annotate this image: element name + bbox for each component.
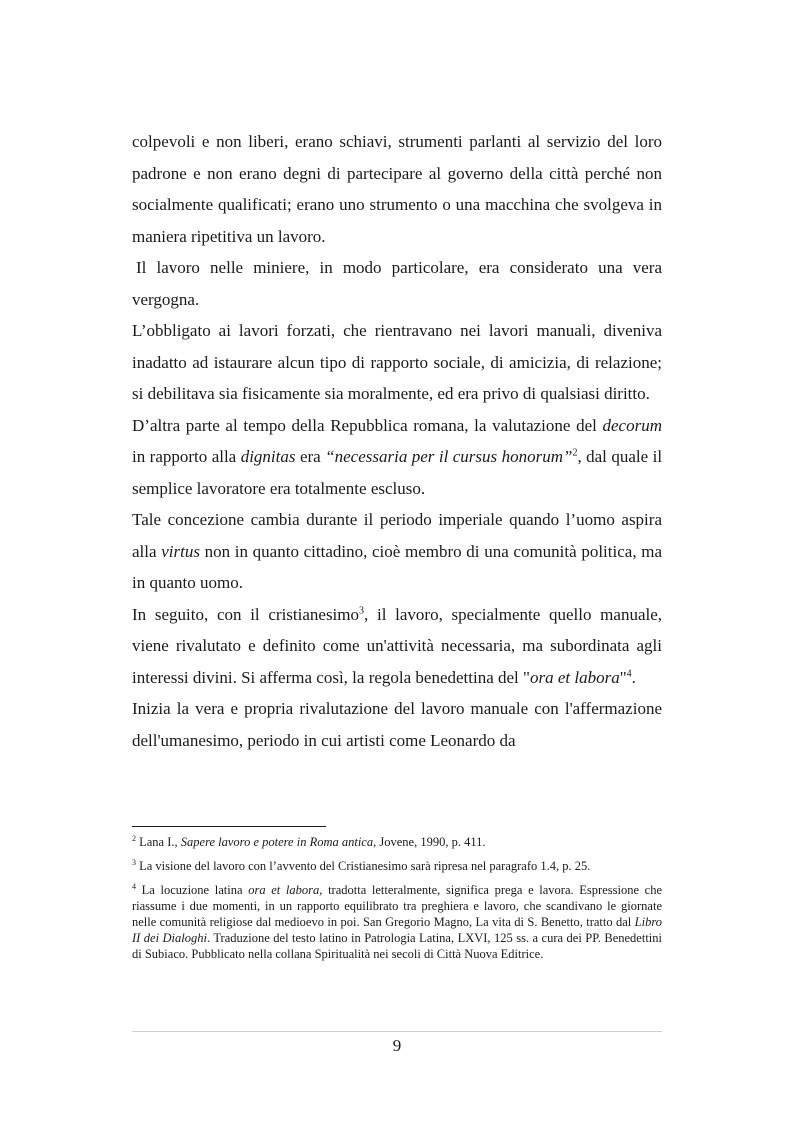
paragraph-humanism: Inizia la vera e propria rivalutazione del lavoro manuale con l'affermazione dell'umanesimo, periodo in cui artisti come Leonardo da xyxy=(132,699,662,750)
text-segment: La visione del lavoro con l’avvento del Cristianesimo sarà ripresa nel paragrafo 1.4, p. 25. xyxy=(139,859,591,873)
term-dignitas: dignitas xyxy=(240,447,296,466)
footnote-separator xyxy=(132,826,326,827)
footnote-phrase: ora et labora xyxy=(248,883,320,897)
term-ora-et-labora: ora et labora xyxy=(529,667,620,687)
footnote-4 xyxy=(132,882,662,962)
term-virtus: virtus xyxy=(161,541,200,561)
quote-cursus-honorum: “necessaria per il cursus honorum” xyxy=(325,447,573,466)
footnote-ref-3[interactable]: 3 xyxy=(359,604,365,616)
text-segment: " xyxy=(619,667,627,687)
text-segment: In seguito, con il cristianesimo xyxy=(132,604,360,624)
text-segment: La locuzione latina xyxy=(141,883,243,897)
text-segment: in rapporto alla xyxy=(132,447,237,466)
paragraph-imperial xyxy=(132,504,662,599)
footnote-number: 2 xyxy=(132,833,136,843)
paragraph-slaves: colpevoli e non liberi, erano schiavi, strumenti parlanti al servizio del loro padrone e non erano degni di partecipare al governo della città perché non socialmente qualificati; erano uno strumento o una macchina che svolgeva in maniera ripetitiva un lavoro. xyxy=(132,132,662,246)
text-segment: Lana I., xyxy=(139,835,178,849)
text-segment: non in quanto cittadino, cioè membro di una comunità politica, ma in quanto uomo. xyxy=(132,541,663,592)
text-segment: , tradotta letteralmente, significa prega e lavora. Espressione che riassume i due momenti, in un rapporto equilibrato tra preghiera e lavoro, che scandivano le giornate nelle comunità religiose dal medioevo in poi. San Gregorio Magno, La vita di S. Benetto, tratto dal xyxy=(132,883,663,929)
footer-rule xyxy=(132,1031,662,1032)
text-segment: . Traduzione del testo latino in Patrologia Latina, LXVI, 125 ss. a cura dei PP. Benedettini di Subiaco. Pubblicato nella collana Spiritualità nei secoli di Città Nuova Editrice. xyxy=(132,931,662,961)
paragraph-christianity xyxy=(132,599,662,694)
page-body xyxy=(132,126,662,756)
text-segment: Tale concezione cambia durante il periodo imperiale quando l’uomo aspira alla xyxy=(132,510,662,561)
paragraph-forced-labor: L’obbligato ai lavori forzati, che rientravano nei lavori manuali, diveniva inadatto ad istaurare alcun tipo di rapporto sociale, di amicizia, di relazione; si debilitava sia fisicamente sia moralmente, ed era privo di qualsiasi diritto. xyxy=(132,321,662,403)
paragraph-republic xyxy=(132,410,662,505)
page-number: 9 xyxy=(392,1036,402,1055)
text-segment: era xyxy=(299,447,321,466)
footnote-title: Sapere lavoro e potere in Roma antica xyxy=(180,835,374,849)
term-decorum: decorum xyxy=(602,415,662,435)
text-segment: D’altra parte al tempo della Repubblica romana, la valutazione del xyxy=(132,415,597,435)
footnote-number: 3 xyxy=(132,857,136,867)
footnote-2 xyxy=(132,834,662,850)
text-segment: , il lavoro, specialmente quello manuale, viene rivalutato e definito come un'attività necessaria, ma subordinata agli interessi divini. Si afferma così, la regola benedettina del " xyxy=(132,604,663,687)
footnote-number: 4 xyxy=(132,881,136,891)
paragraph-mines: Il lavoro nelle miniere, in modo particolare, era considerato una vera vergogna. xyxy=(132,258,662,309)
footnote-ref-2[interactable]: 2 xyxy=(572,447,578,459)
text-segment: , dal quale il semplice lavoratore era totalmente escluso. xyxy=(132,447,663,498)
footnote-3 xyxy=(132,858,662,874)
footnotes xyxy=(132,834,662,970)
text-segment: . xyxy=(631,667,636,687)
footnote-ref-4[interactable]: 4 xyxy=(626,667,632,679)
footnote-book-title: Libro II dei Dialoghi xyxy=(132,915,662,945)
text-segment: , Jovene, 1990, p. 411. xyxy=(373,835,486,849)
